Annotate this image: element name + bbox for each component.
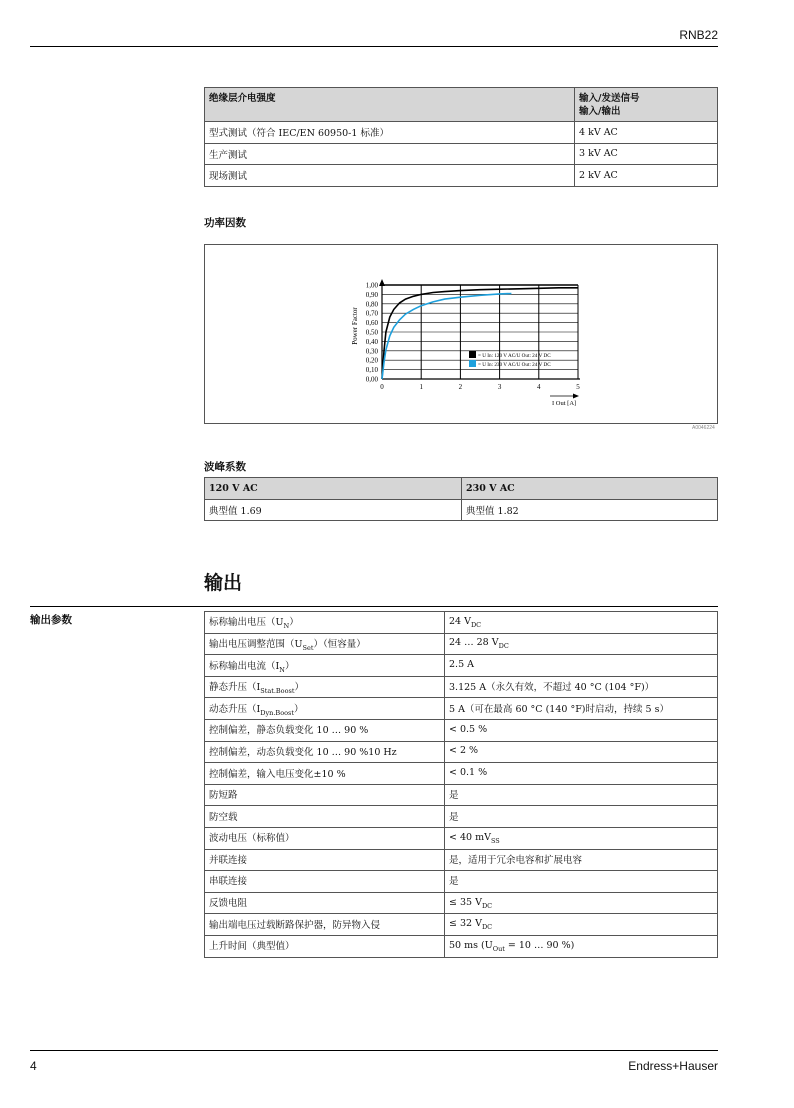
page-number: 4	[30, 1059, 37, 1073]
output-params-label: 输出参数	[30, 614, 72, 626]
output-param-name: 控制偏差，输入电压变化±10 %	[205, 763, 445, 785]
table-row	[205, 122, 718, 144]
footer-rule	[30, 1050, 718, 1051]
output-param-value: 2.5 A	[445, 655, 718, 677]
crest-head-230: 230 V AC	[462, 478, 718, 500]
y-tick-label: 0,00	[365, 375, 378, 384]
x-tick-label: 0	[380, 383, 384, 391]
output-param-value: 3.125 A（永久有效，不超过 40 °C (104 °F)）	[445, 676, 718, 698]
x-tick-label: 3	[497, 383, 502, 391]
insulation-test-value: 3 kV AC	[575, 143, 718, 165]
output-param-value: < 0.5 %	[445, 719, 718, 741]
output-param-name: 防短路	[205, 784, 445, 806]
output-param-name: 串联连接	[205, 871, 445, 893]
crest-table-header	[205, 478, 718, 500]
output-param-value: 24 $V_{DC}$	[445, 612, 718, 634]
output-param-name: 并联连接	[205, 849, 445, 871]
output-section-rule	[30, 606, 718, 607]
output-param-value: 5 A（可在最高 60 °C (140 °F)时启动，持续 5 s）	[445, 698, 718, 720]
output-param-name: 输出端电压过载断路保护器，防异物入侵	[205, 914, 445, 936]
crest-value-120: 典型值 1.69	[205, 499, 462, 521]
crest-factor-heading: 波峰系数	[204, 461, 246, 473]
legend-swatch-2	[469, 360, 476, 367]
x-axis-label-arrow-head	[573, 394, 579, 399]
table-row	[205, 914, 718, 936]
y-tick-label: 0,60	[365, 319, 378, 328]
y-tick-label: 0,90	[365, 290, 378, 299]
table-row	[205, 892, 718, 914]
table-row	[205, 784, 718, 806]
insulation-test-name: 现场测试	[205, 165, 575, 187]
legend-label-1: = U In: 120 V AC/U Out: 24 V DC	[478, 353, 551, 359]
table-row	[205, 871, 718, 893]
y-tick-label: 0,30	[365, 347, 378, 356]
insulation-test-name: 生产测试	[205, 143, 575, 165]
x-tick-label: 2	[458, 383, 463, 391]
output-param-value: 24 … 28 $V_{DC}$	[445, 633, 718, 655]
brand-name: Endress+Hauser	[628, 1059, 718, 1073]
output-param-name: 标称输出电压$(U_N)$	[205, 612, 445, 634]
output-param-value: ≤ 35 $V_{DC}$	[445, 892, 718, 914]
legend-label-2: = U In: 230 V AC/U Out: 24 V DC	[478, 362, 551, 368]
output-param-value: ≤ 32 $V_{DC}$	[445, 914, 718, 936]
output-param-name: 上升时间（典型值）	[205, 935, 445, 957]
page-header-title: RNB22	[679, 28, 718, 42]
insulation-head-io-line1: 输入/发送信号	[579, 93, 640, 104]
output-param-value: < 2 %	[445, 741, 718, 763]
table-row	[205, 827, 718, 849]
table-row	[205, 165, 718, 187]
insulation-test-value: 2 kV AC	[575, 165, 718, 187]
output-params-table	[204, 611, 718, 958]
y-tick-label: 0,70	[365, 309, 378, 318]
power-factor-chart	[205, 245, 717, 423]
output-param-name: 标称输出电流$(I_N)$	[205, 655, 445, 677]
y-tick-label: 0,40	[365, 337, 378, 346]
x-tick-label: 5	[576, 383, 580, 391]
power-factor-heading: 功率因数	[204, 217, 246, 229]
output-param-name: 控制偏差，静态负载变化 10 … 90 %	[205, 719, 445, 741]
y-tick-label: 1,00	[365, 281, 378, 290]
x-tick-label: 1	[419, 383, 423, 391]
output-param-name: 输出电压调整范围$(U_{Set})$（恒容量）	[205, 633, 445, 655]
table-row	[205, 499, 718, 521]
table-row	[205, 741, 718, 763]
output-param-value: 是，适用于冗余电容和扩展电容	[445, 849, 718, 871]
y-tick-label: 0,50	[365, 328, 378, 337]
figure-id: A0046224	[692, 425, 715, 431]
table-row	[205, 935, 718, 957]
header-rule	[30, 46, 718, 47]
output-param-name: 波动电压（标称值）	[205, 827, 445, 849]
table-row	[205, 143, 718, 165]
insulation-test-name: 型式测试（符合 IEC/EN 60950-1 标准）	[205, 122, 575, 144]
power-factor-chart-frame	[204, 244, 718, 424]
insulation-table	[204, 87, 718, 187]
table-row	[205, 698, 718, 720]
output-param-name: 防空载	[205, 806, 445, 828]
table-row	[205, 633, 718, 655]
y-axis-arrow	[379, 279, 385, 286]
output-param-value: 50 ms ($U_{Out} = 10$ … 90 %)	[445, 935, 718, 957]
table-row	[205, 849, 718, 871]
table-row	[205, 676, 718, 698]
table-row	[205, 612, 718, 634]
y-tick-label: 0,10	[365, 366, 378, 375]
table-row	[205, 655, 718, 677]
insulation-head-strength: 绝缘层介电强度	[205, 88, 575, 122]
table-row	[205, 763, 718, 785]
table-row	[205, 806, 718, 828]
output-section-title: 输出	[204, 572, 243, 594]
output-param-value: < 40 $mV_{SS}$	[445, 827, 718, 849]
y-axis-label: Power Factor	[351, 307, 359, 345]
output-param-name: 静态升压$(I_{Stat.Boost})$	[205, 676, 445, 698]
insulation-head-io-line2: 输入/输出	[579, 106, 621, 117]
crest-factor-table	[204, 477, 718, 521]
crest-head-120: 120 V AC	[205, 478, 462, 500]
x-tick-label: 4	[537, 383, 541, 391]
output-param-name: 反馈电阻	[205, 892, 445, 914]
x-axis-label: I Out [A]	[552, 400, 577, 407]
output-param-value: 是	[445, 806, 718, 828]
y-tick-label: 0,20	[365, 356, 378, 365]
output-param-value: 是	[445, 871, 718, 893]
table-row	[205, 719, 718, 741]
insulation-head-io	[575, 88, 718, 122]
legend-swatch-1	[469, 351, 476, 358]
insulation-test-value: 4 kV AC	[575, 122, 718, 144]
output-param-name: 控制偏差，动态负载变化 10 … 90 %10 Hz	[205, 741, 445, 763]
insulation-table-header	[205, 88, 718, 122]
output-param-name: 动态升压$(I_{Dyn.Boost})$	[205, 698, 445, 720]
y-tick-label: 0,80	[365, 300, 378, 309]
output-param-value: 是	[445, 784, 718, 806]
crest-value-230: 典型值 1.82	[462, 499, 718, 521]
output-param-value: < 0.1 %	[445, 763, 718, 785]
